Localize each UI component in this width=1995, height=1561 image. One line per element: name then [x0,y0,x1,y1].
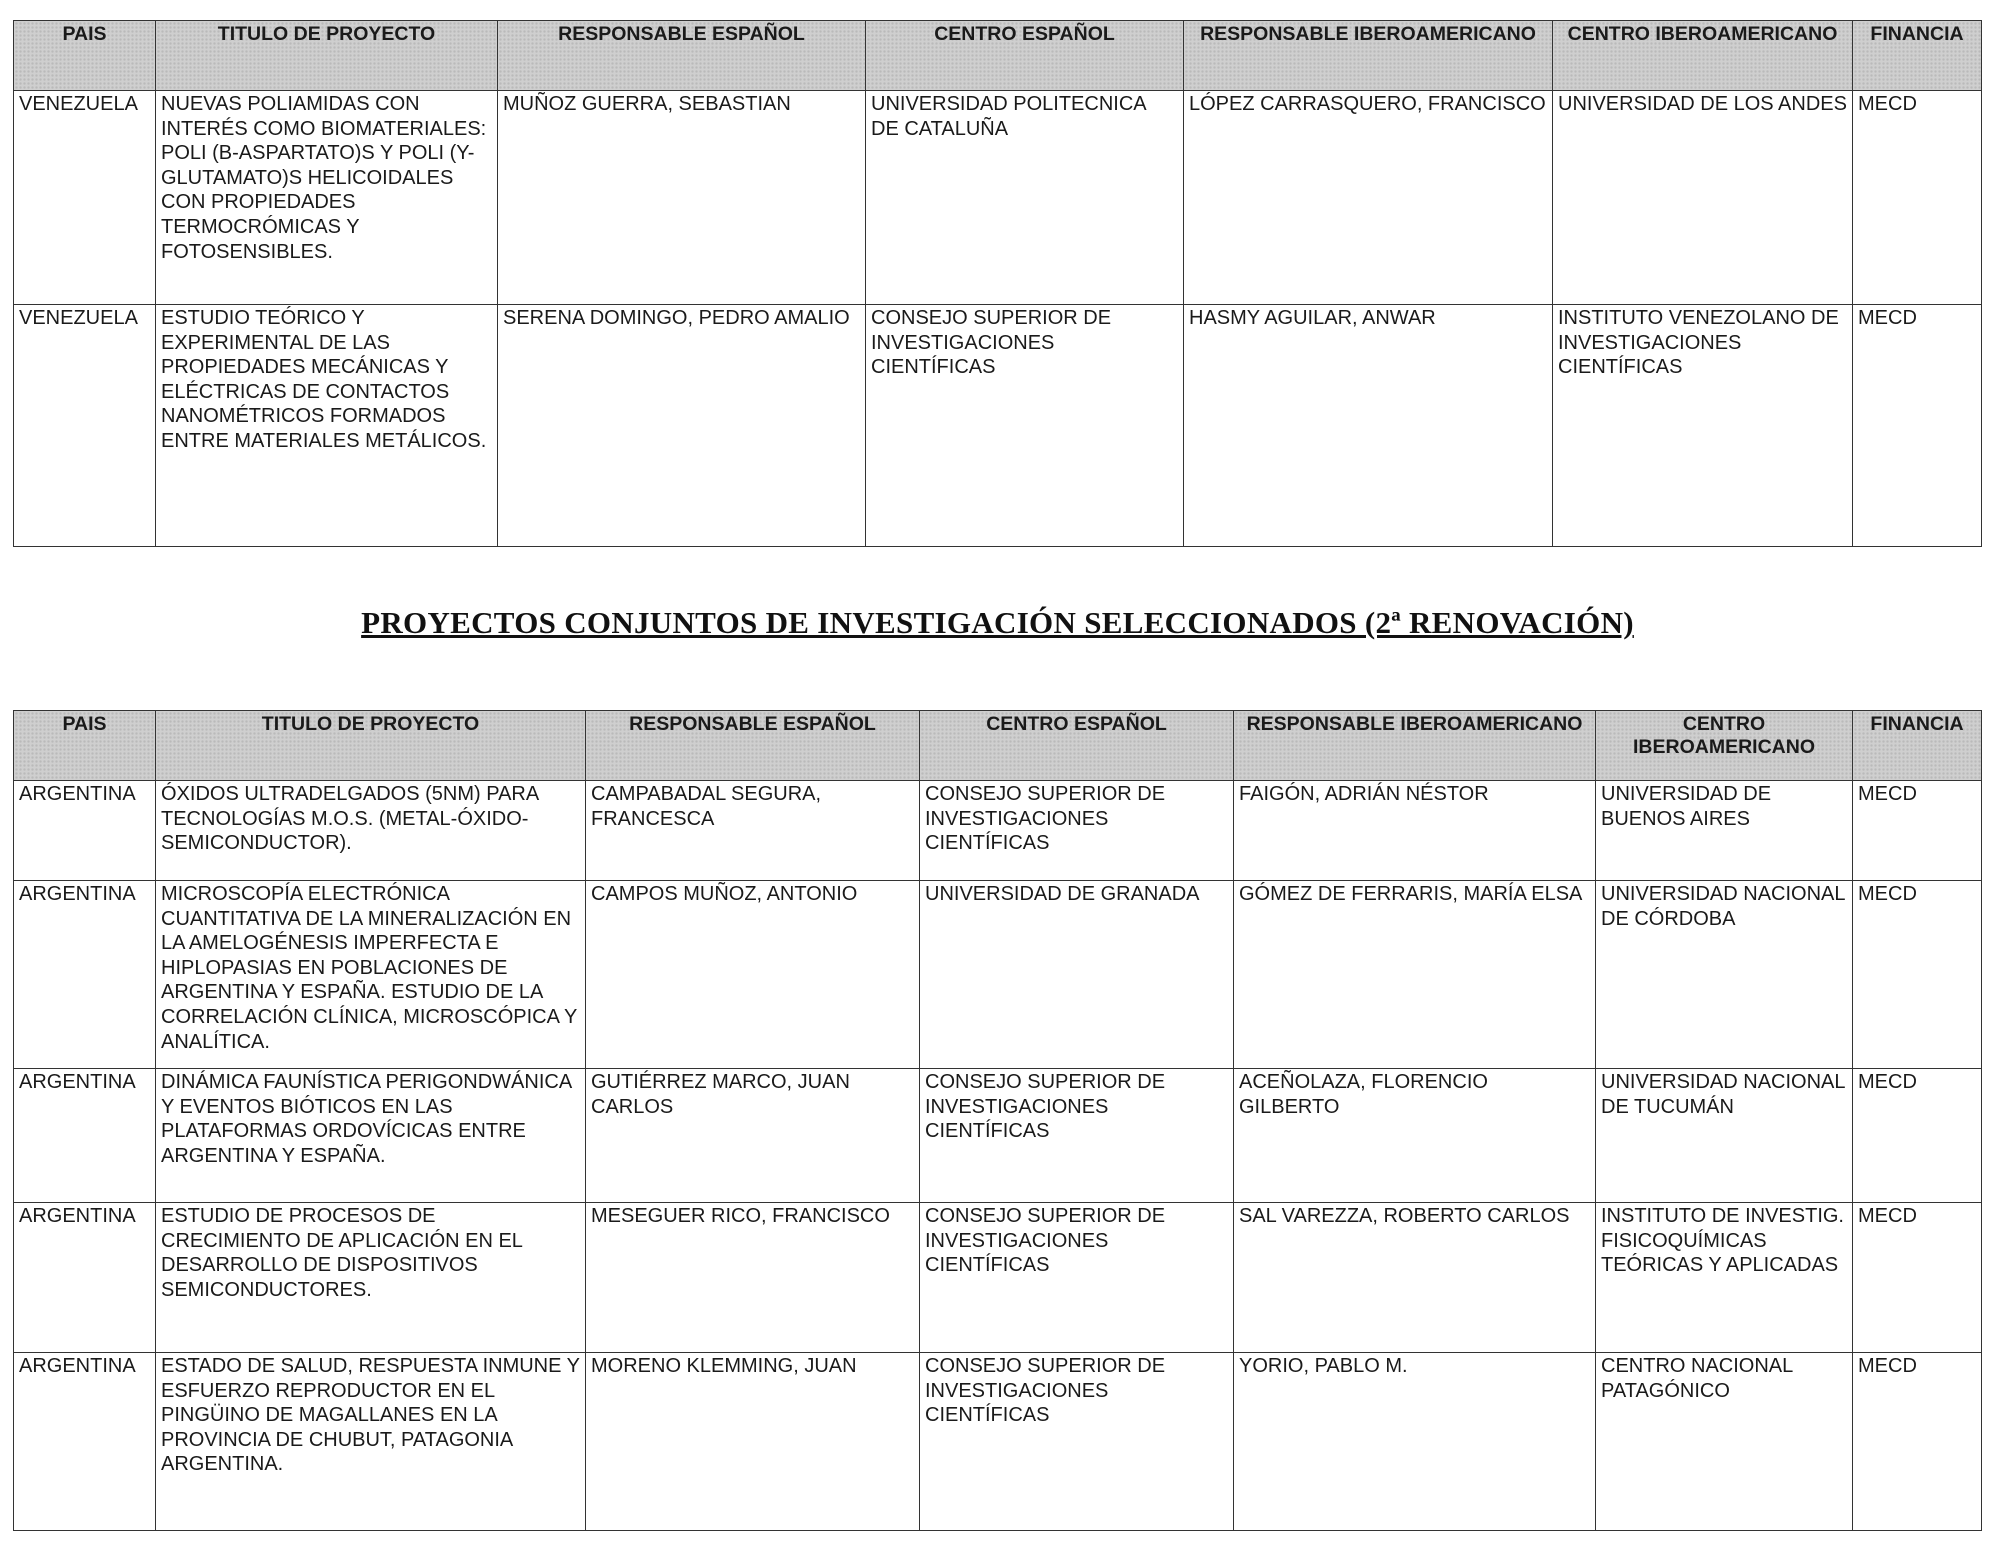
table-row [14,1353,1982,1531]
cell-financia: MECD [1853,91,1982,305]
col-header-responsable-iberoamericano: RESPONSABLE IBEROAMERICANO [1234,711,1596,781]
cell-responsable-iberoamericano: GÓMEZ DE FERRARIS, MARÍA ELSA [1234,881,1596,1069]
cell-financia: MECD [1853,881,1982,1069]
col-header-pais: PAIS [14,21,156,91]
col-header-pais: PAIS [14,711,156,781]
cell-responsable-espanol: CAMPABADAL SEGURA, FRANCESCA [586,781,920,881]
table-header-row [14,21,1982,91]
col-header-financia: FINANCIA [1853,21,1982,91]
cell-responsable-espanol: MUÑOZ GUERRA, SEBASTIAN [498,91,866,305]
cell-centro-iberoamericano: INSTITUTO VENEZOLANO DE INVESTIGACIONES CIENTÍFICAS [1553,305,1853,547]
cell-financia: MECD [1853,1353,1982,1531]
col-header-financia: FINANCIA [1853,711,1982,781]
col-header-responsable-iberoamericano: RESPONSABLE IBEROAMERICANO [1184,21,1553,91]
cell-centro-iberoamericano: UNIVERSIDAD DE BUENOS AIRES [1596,781,1853,881]
col-header-responsable-espanol: RESPONSABLE ESPAÑOL [498,21,866,91]
cell-responsable-espanol: GUTIÉRREZ MARCO, JUAN CARLOS [586,1069,920,1203]
cell-centro-espanol: CONSEJO SUPERIOR DE INVESTIGACIONES CIENTÍFICAS [866,305,1184,547]
cell-pais: VENEZUELA [14,305,156,547]
cell-financia: MECD [1853,781,1982,881]
cell-centro-espanol: UNIVERSIDAD POLITECNICA DE CATALUÑA [866,91,1184,305]
cell-centro-iberoamericano: UNIVERSIDAD NACIONAL DE TUCUMÁN [1596,1069,1853,1203]
cell-centro-iberoamericano: INSTITUTO DE INVESTIG. FISICOQUÍMICAS TEÓRICAS Y APLICADAS [1596,1203,1853,1353]
cell-responsable-iberoamericano: LÓPEZ CARRASQUERO, FRANCISCO [1184,91,1553,305]
cell-centro-iberoamericano: UNIVERSIDAD NACIONAL DE CÓRDOBA [1596,881,1853,1069]
cell-centro-espanol: UNIVERSIDAD DE GRANADA [920,881,1234,1069]
cell-responsable-espanol: MORENO KLEMMING, JUAN [586,1353,920,1531]
cell-titulo: ESTUDIO DE PROCESOS DE CRECIMIENTO DE APLICACIÓN EN EL DESARROLLO DE DISPOSITIVOS SEMICONDUCTORES. [156,1203,586,1353]
cell-financia: MECD [1853,1069,1982,1203]
col-header-centro-iberoamericano: CENTRO IBEROAMERICANO [1596,711,1853,781]
cell-titulo: MICROSCOPÍA ELECTRÓNICA CUANTITATIVA DE LA MINERALIZACIÓN EN LA AMELOGÉNESIS IMPERFECTA E HIPLOPASIAS EN POBLACIONES DE ARGENTINA Y ESPAÑA. ESTUDIO DE LA CORRELACIÓN CLÍNICA, MICROSCÓPICA Y ANALÍTICA. [156,881,586,1069]
col-header-centro-espanol: CENTRO ESPAÑOL [866,21,1184,91]
cell-responsable-espanol: SERENA DOMINGO, PEDRO AMALIO [498,305,866,547]
table-row [14,781,1982,881]
cell-titulo: DINÁMICA FAUNÍSTICA PERIGONDWÁNICA Y EVENTOS BIÓTICOS EN LAS PLATAFORMAS ORDOVÍCICAS ENTRE ARGENTINA Y ESPAÑA. [156,1069,586,1203]
table-row [14,881,1982,1069]
cell-pais: ARGENTINA [14,1353,156,1531]
col-header-centro-espanol: CENTRO ESPAÑOL [920,711,1234,781]
section-title: PROYECTOS CONJUNTOS DE INVESTIGACIÓN SELECCIONADOS (2ª RENOVACIÓN) [361,605,1634,640]
table-row [14,1203,1982,1353]
col-header-centro-iberoamericano: CENTRO IBEROAMERICANO [1553,21,1853,91]
cell-centro-espanol: CONSEJO SUPERIOR DE INVESTIGACIONES CIENTÍFICAS [920,1353,1234,1531]
cell-financia: MECD [1853,1203,1982,1353]
cell-centro-espanol: CONSEJO SUPERIOR DE INVESTIGACIONES CIENTÍFICAS [920,781,1234,881]
cell-pais: VENEZUELA [14,91,156,305]
col-header-titulo: TITULO DE PROYECTO [156,711,586,781]
cell-titulo: ESTADO DE SALUD, RESPUESTA INMUNE Y ESFUERZO REPRODUCTOR EN EL PINGÜINO DE MAGALLANES EN LA PROVINCIA DE CHUBUT, PATAGONIA ARGENTINA. [156,1353,586,1531]
table-row [14,1069,1982,1203]
cell-pais: ARGENTINA [14,881,156,1069]
col-header-titulo: TITULO DE PROYECTO [156,21,498,91]
cell-responsable-iberoamericano: YORIO, PABLO M. [1234,1353,1596,1531]
table-row [14,91,1982,305]
table-header-row [14,711,1982,781]
cell-titulo: ESTUDIO TEÓRICO Y EXPERIMENTAL DE LAS PROPIEDADES MECÁNICAS Y ELÉCTRICAS DE CONTACTOS NANOMÉTRICOS FORMADOS ENTRE MATERIALES METÁLICOS. [156,305,498,547]
cell-centro-espanol: CONSEJO SUPERIOR DE INVESTIGACIONES CIENTÍFICAS [920,1069,1234,1203]
cell-financia: MECD [1853,305,1982,547]
cell-centro-espanol: CONSEJO SUPERIOR DE INVESTIGACIONES CIENTÍFICAS [920,1203,1234,1353]
col-header-responsable-espanol: RESPONSABLE ESPAÑOL [586,711,920,781]
cell-pais: ARGENTINA [14,1203,156,1353]
cell-responsable-iberoamericano: SAL VAREZZA, ROBERTO CARLOS [1234,1203,1596,1353]
table-row [14,305,1982,547]
cell-responsable-iberoamericano: ACEÑOLAZA, FLORENCIO GILBERTO [1234,1069,1596,1203]
projects-table-2 [13,710,1982,1531]
cell-responsable-iberoamericano: FAIGÓN, ADRIÁN NÉSTOR [1234,781,1596,881]
cell-titulo: NUEVAS POLIAMIDAS CON INTERÉS COMO BIOMATERIALES: POLI (B-ASPARTATO)S Y POLI (Y-GLUTAMATO)S HELICOIDALES CON PROPIEDADES TERMOCRÓMICAS Y FOTOSENSIBLES. [156,91,498,305]
cell-responsable-iberoamericano: HASMY AGUILAR, ANWAR [1184,305,1553,547]
cell-pais: ARGENTINA [14,781,156,881]
projects-table-1 [13,20,1982,547]
cell-pais: ARGENTINA [14,1069,156,1203]
cell-centro-iberoamericano: UNIVERSIDAD DE LOS ANDES [1553,91,1853,305]
cell-responsable-espanol: CAMPOS MUÑOZ, ANTONIO [586,881,920,1069]
cell-centro-iberoamericano: CENTRO NACIONAL PATAGÓNICO [1596,1353,1853,1531]
cell-titulo: ÓXIDOS ULTRADELGADOS (5NM) PARA TECNOLOGÍAS M.O.S. (METAL-ÓXIDO-SEMICONDUCTOR). [156,781,586,881]
cell-responsable-espanol: MESEGUER RICO, FRANCISCO [586,1203,920,1353]
